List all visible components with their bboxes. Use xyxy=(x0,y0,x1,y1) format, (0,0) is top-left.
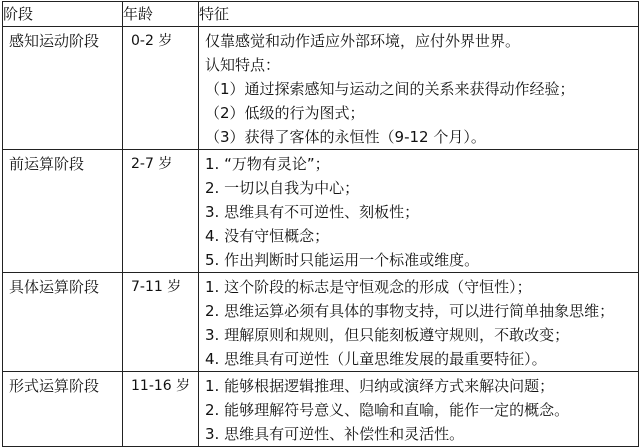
feature-line: 仅靠感觉和动作适应外部环境，应付外界世界。 xyxy=(205,32,521,50)
header-age: 年龄 xyxy=(123,2,199,27)
table-row xyxy=(3,27,639,150)
table-header-row xyxy=(3,2,639,27)
feature-line: 1. 能够根据逻辑推理、归纳或演绎方式来解决问题； xyxy=(205,377,555,395)
stage-name: 形式运算阶段 xyxy=(3,372,123,447)
features-cell xyxy=(199,27,639,150)
feature-line: 1. 这个阶段的标志是守恒观念的形成（守恒性）； xyxy=(205,278,532,296)
header-features: 特征 xyxy=(199,2,639,27)
feature-line: （2）低级的行为图式； xyxy=(205,104,365,122)
table-row xyxy=(3,273,639,372)
features-cell xyxy=(199,273,639,372)
stage-table xyxy=(2,1,639,447)
header-stage: 阶段 xyxy=(3,2,123,27)
age-range: 7-11 岁 xyxy=(123,273,199,372)
table-row xyxy=(3,150,639,273)
feature-line: （3）获得了客体的永恒性（9-12 个月）。 xyxy=(205,128,486,146)
features-cell xyxy=(199,372,639,447)
table-row xyxy=(3,372,639,447)
feature-line: （1）通过探索感知与运动之间的关系来获得动作经验； xyxy=(205,80,575,98)
age-range: 0-2 岁 xyxy=(123,27,199,150)
feature-line: 认知特点： xyxy=(205,56,281,74)
feature-line: 3. 理解原则和规则，但只能刻板遵守规则，不敢改变； xyxy=(205,326,570,344)
feature-line: 2. 能够理解符号意义、隐喻和直喻，能作一定的概念。 xyxy=(205,401,570,419)
feature-line: 4. 思维具有可逆性（儿童思维发展的最重要特征）。 xyxy=(205,350,547,368)
feature-line: 5. 作出判断时只能运用一个标准或维度。 xyxy=(205,251,480,269)
feature-line: 3. 思维具有不可逆性、刻板性； xyxy=(205,203,420,221)
feature-line: 2. 一切以自我为中心； xyxy=(205,179,360,197)
stage-name: 前运算阶段 xyxy=(3,150,123,273)
feature-line: 4. 没有守恒概念； xyxy=(205,227,330,245)
age-range: 2-7 岁 xyxy=(123,150,199,273)
stage-name: 感知运动阶段 xyxy=(3,27,123,150)
feature-line: 3. 思维具有可逆性、补偿性和灵活性。 xyxy=(205,425,465,443)
features-cell xyxy=(199,150,639,273)
feature-line: 1. “万物有灵论”； xyxy=(205,155,330,173)
stage-name: 具体运算阶段 xyxy=(3,273,123,372)
age-range: 11-16 岁 xyxy=(123,372,199,447)
feature-line: 2. 思维运算必须有具体的事物支持，可以进行简单抽象思维； xyxy=(205,302,615,320)
